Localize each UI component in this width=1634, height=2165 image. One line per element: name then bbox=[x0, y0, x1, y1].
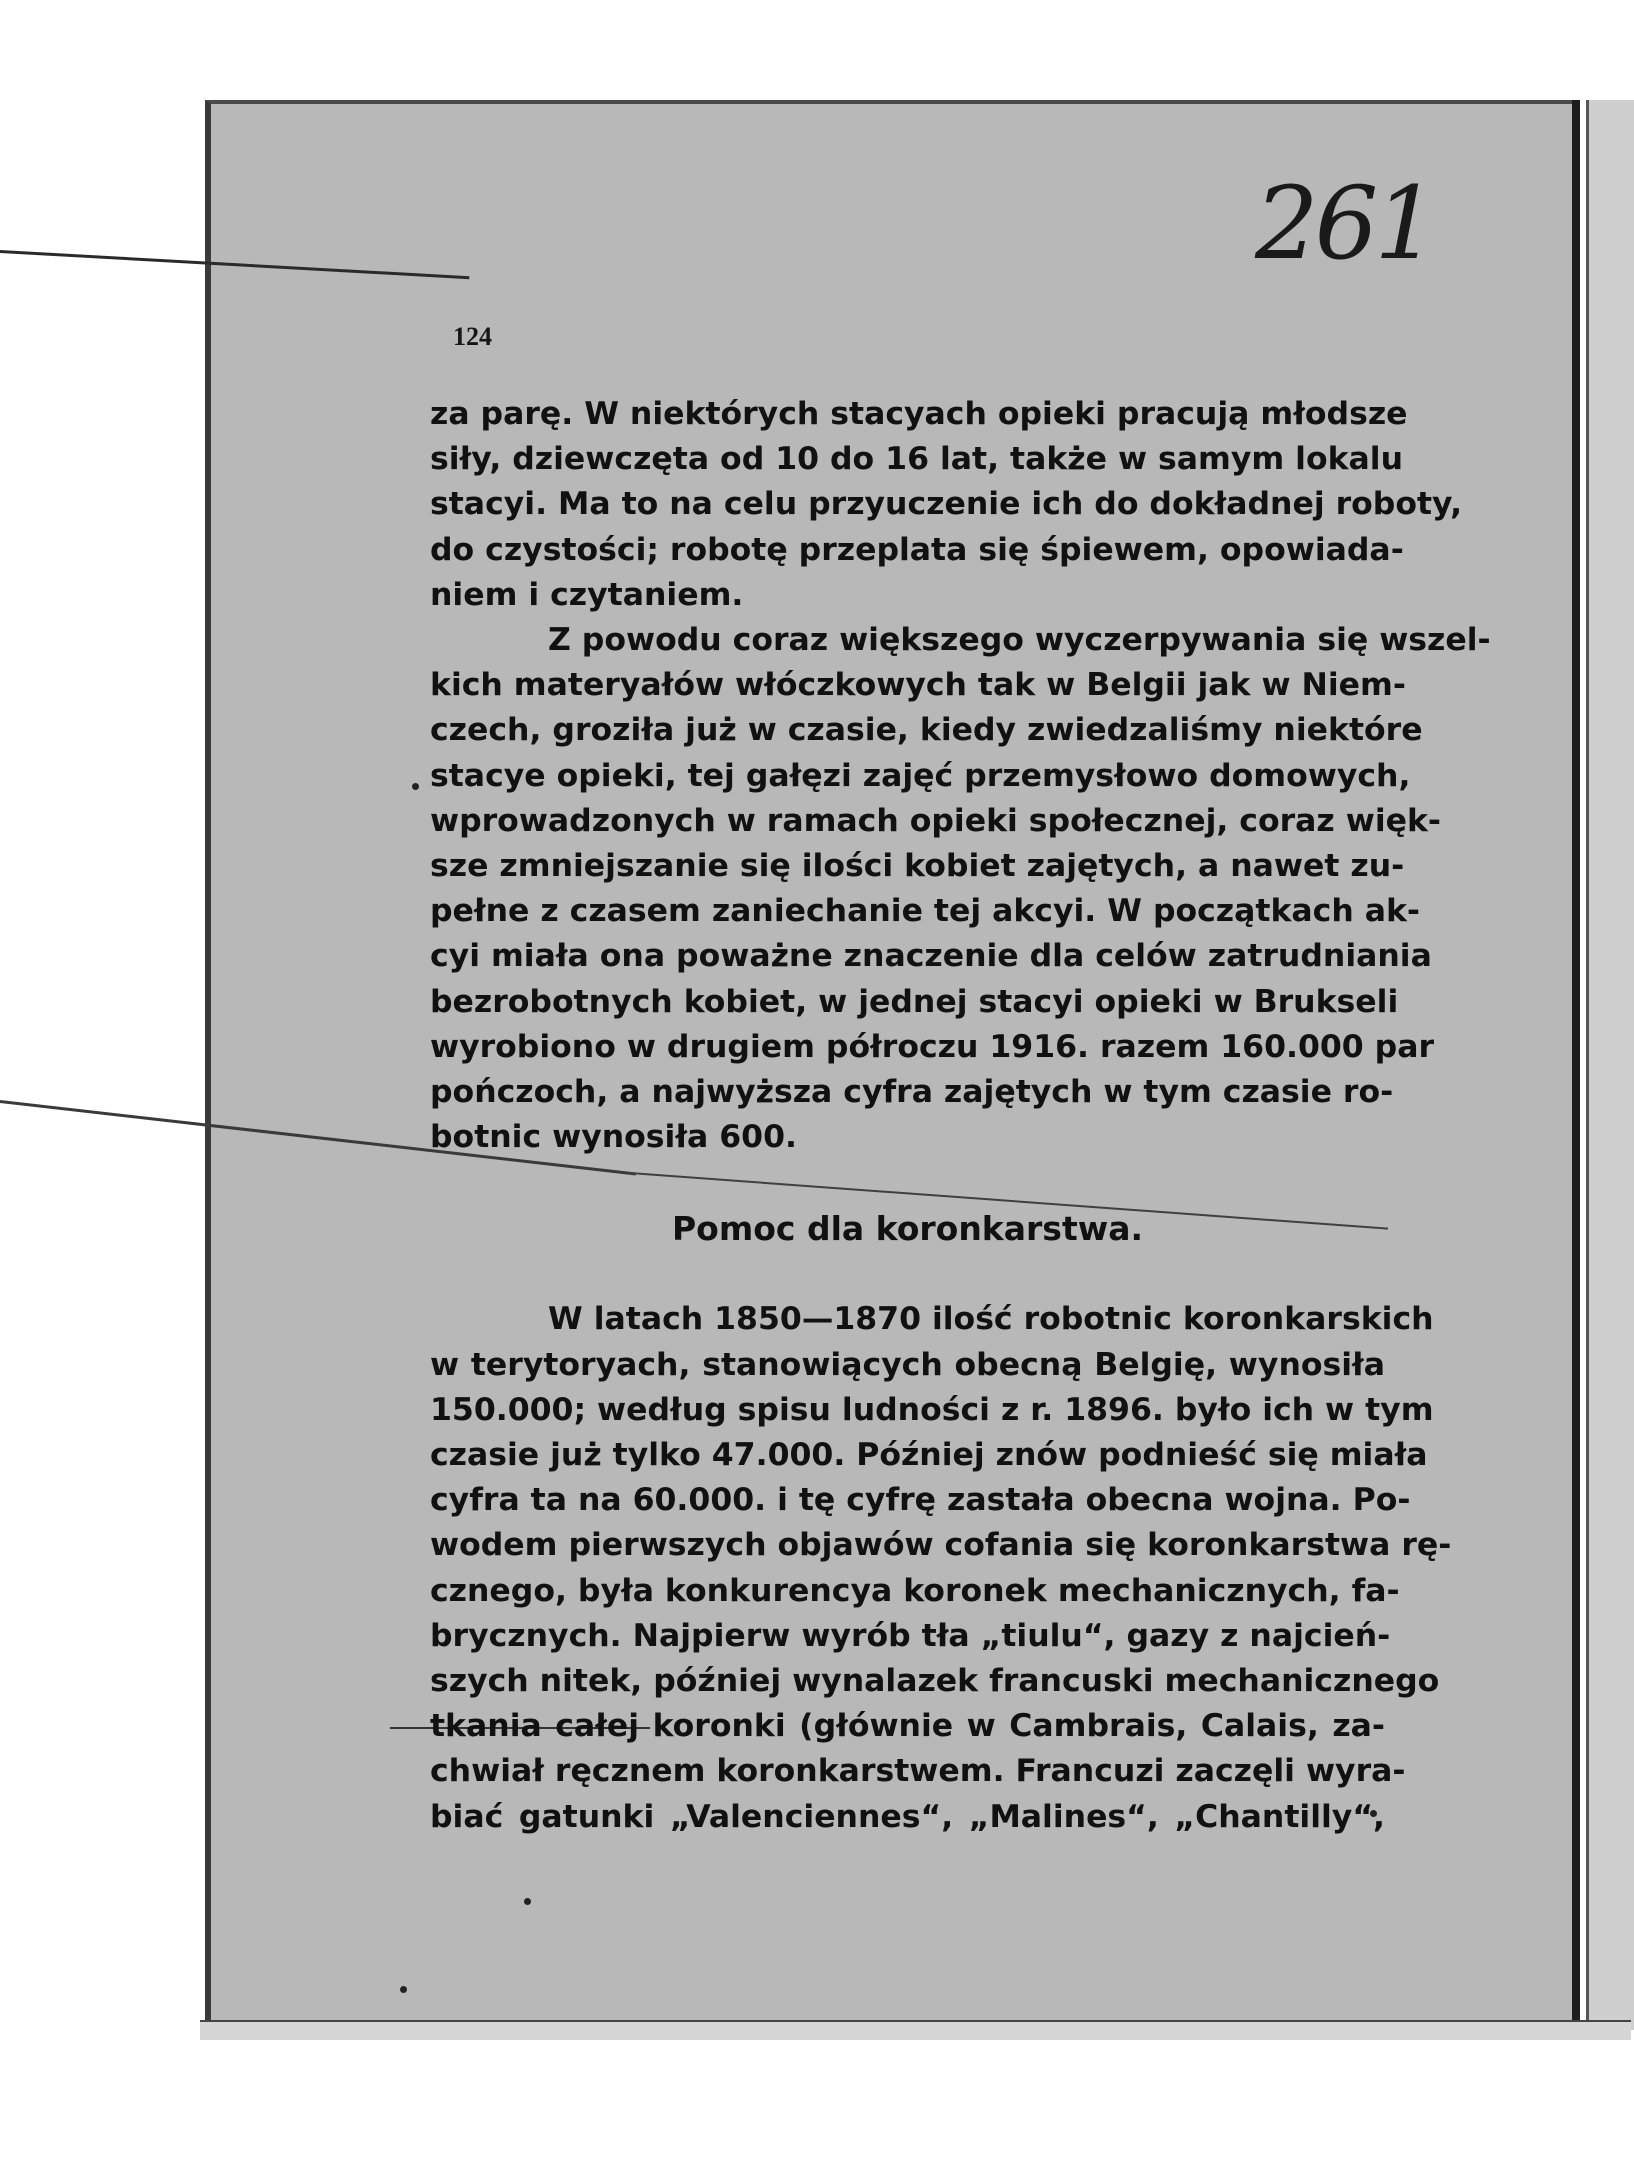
text-line: pełne z czasem zaniechanie tej akcyi. W początkach ak- bbox=[430, 893, 1421, 930]
text-line: tkania całej koronki (głównie w Cambrais, Calais, za- bbox=[430, 1708, 1385, 1745]
facing-page-edge bbox=[1586, 100, 1634, 2030]
text-line: pończoch, a najwyższa cyfra zajętych w tym czasie ro- bbox=[430, 1074, 1394, 1111]
text-line: kich materyałów włóczkowych tak w Belgii jak w Niem- bbox=[430, 667, 1406, 704]
text-line: szych nitek, później wynalazek francuski mechanicznego bbox=[430, 1663, 1440, 1700]
body-text bbox=[430, 392, 1491, 1840]
text-line: 150.000; według spisu ludności z r. 1896. było ich w tym bbox=[430, 1391, 1434, 1428]
paragraph-1 bbox=[430, 392, 1463, 618]
text-line: W latach 1850—1870 ilość robotnic koronkarskich bbox=[548, 1301, 1434, 1338]
scan-speck bbox=[400, 1986, 407, 1993]
text-line: wyrobiono w drugiem półroczu 1916. razem 160.000 par bbox=[430, 1028, 1435, 1065]
paragraph-3 bbox=[430, 1297, 1452, 1839]
paragraph-2 bbox=[430, 618, 1491, 1160]
text-line: za parę. W niektórych stacyach opieki pracują młodsze bbox=[430, 396, 1408, 432]
scan-speck bbox=[412, 783, 419, 790]
text-line: wprowadzonych w ramach opieki społecznej, coraz więk- bbox=[430, 802, 1441, 839]
text-line: botnic wynosiła 600. bbox=[430, 1119, 797, 1156]
text-line: Z powodu coraz większego wyczerpywania się wszel- bbox=[548, 622, 1491, 659]
text-line: do czystości; robotę przeplata się śpiewem, opowiada- bbox=[430, 531, 1404, 568]
text-line: siły, dziewczęta od 10 do 16 lat, także w samym lokalu bbox=[430, 441, 1404, 478]
handwritten-archive-number: 261 bbox=[1255, 165, 1434, 282]
text-line: wodem pierwszych objawów cofania się koronkarstwa rę- bbox=[430, 1527, 1452, 1564]
text-line: w terytoryach, stanowiących obecną Belgię, wynosiła bbox=[430, 1346, 1385, 1383]
text-line: czasie już tylko 47.000. Później znów podnieść się miała bbox=[430, 1437, 1428, 1474]
text-line: bezrobotnych kobiet, w jednej stacyi opieki w Brukseli bbox=[430, 983, 1399, 1020]
page-right-edge bbox=[1572, 100, 1580, 2030]
page-number: 124 bbox=[453, 322, 492, 351]
section-heading: Pomoc dla koronkarstwa. bbox=[671, 1209, 1144, 1249]
scan-speck bbox=[524, 1898, 531, 1905]
text-line: chwiał ręcznem koronkarstwem. Francuzi zaczęli wyra- bbox=[430, 1753, 1406, 1790]
text-line: stacye opieki, tej gałęzi zajęć przemysłowo domowych, bbox=[430, 757, 1411, 794]
text-line: sze zmniejszanie się ilości kobiet zajętych, a nawet zu- bbox=[430, 848, 1405, 885]
text-line: biać gatunki „Valenciennes“, „Malines“, „Chantilly“, bbox=[430, 1798, 1385, 1835]
page-bottom-edge bbox=[200, 2020, 1631, 2040]
text-line: brycznych. Najpierw wyrób tła „tiulu“, gazy z najcień- bbox=[430, 1617, 1391, 1654]
text-line: cznego, była konkurencya koronek mechanicznych, fa- bbox=[430, 1572, 1400, 1609]
text-line: cyi miała ona poważne znaczenie dla celów zatrudniania bbox=[430, 938, 1432, 975]
text-line: cyfra ta na 60.000. i tę cyfrę zastała obecna wojna. Po- bbox=[430, 1482, 1411, 1519]
text-line: niem i czytaniem. bbox=[430, 576, 744, 613]
text-line: stacyi. Ma to na celu przyuczenie ich do dokładnej roboty, bbox=[430, 486, 1463, 523]
text-line: czech, groziła już w czasie, kiedy zwiedzaliśmy niektóre bbox=[430, 712, 1423, 749]
